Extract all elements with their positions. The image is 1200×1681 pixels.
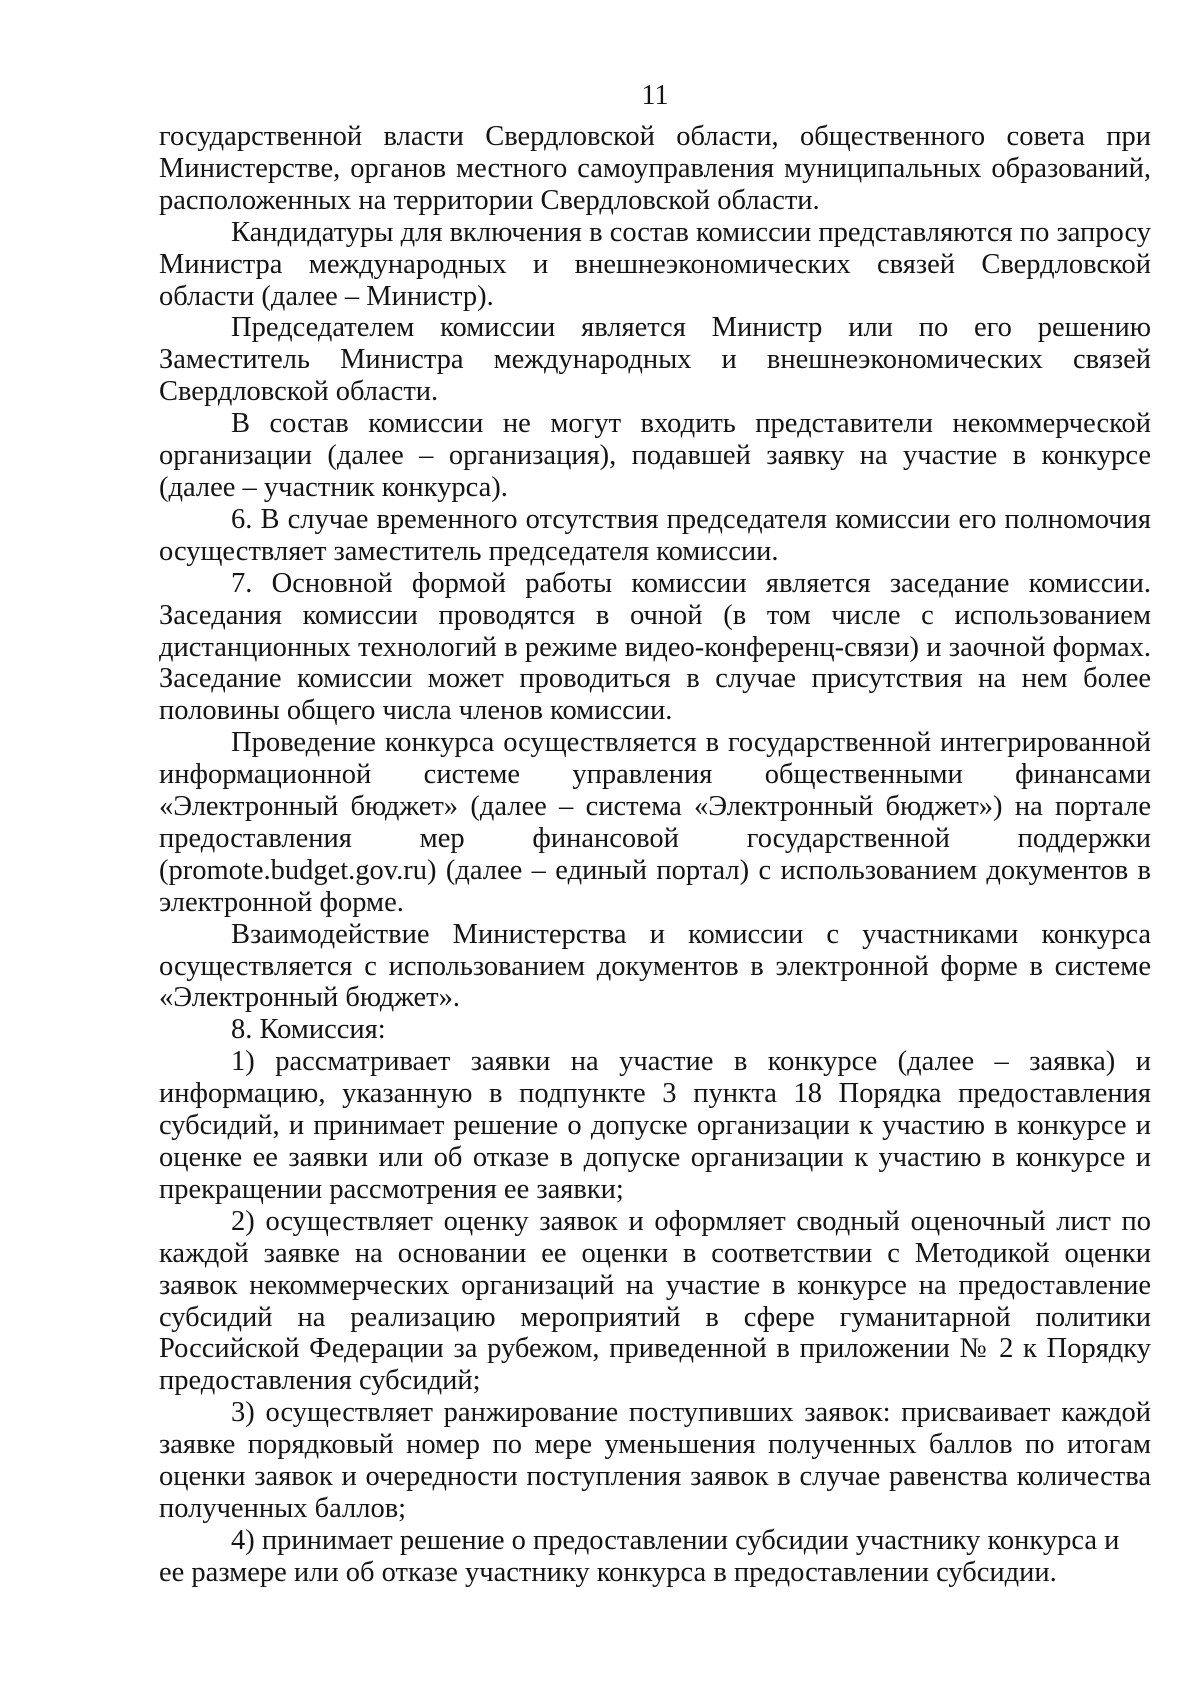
paragraph-candidates: Кандидатуры для включения в состав комиссии представляются по запросу Министра международных и внешнеэкономических связей Свердловской области (далее – Министр). [159, 216, 1151, 312]
paragraph-continuation: государственной власти Свердловской области, общественного совета при Министерстве, органов местного самоуправления муниципальных образований, расположенных на территории Свердловской области. [159, 121, 1151, 216]
paragraph-subitem-3: 3) осуществляет ранжирование поступивших заявок: присваивает каждой заявке порядковый номер по мере уменьшения полученных баллов по итогам оценки заявок и очередности поступления заявок в случае равенства количества полученных баллов; [159, 1397, 1151, 1524]
paragraph-subitem-1: 1) рассматривает заявки на участие в конкурсе (далее – заявка) и информацию, указанную в подпункте 3 пункта 18 Порядка предоставления субсидий, и принимает решение о допуске организации к участию в конкурсе и оценке ее заявки или об отказе в допуске организации к участию в конкурсе и прекращении рассмотрения ее заявки; [159, 1046, 1151, 1205]
paragraph-chairman: Председателем комиссии является Министр или по его решению Заместитель Министра международных и внешнеэкономических связей Свердловской области. [159, 312, 1151, 408]
page-number: 11 [641, 80, 669, 111]
paragraph-contest-conduct: Проведение конкурса осуществляется в государственной интегрированной информационной системе управления общественными финансами «Электронный бюджет» (далее – система «Электронный бюджет») на портале предоставления мер финансовой государственной поддержки (promote.budget.gov.ru) (далее – единый портал) с использованием документов в электронной форме. [159, 727, 1151, 918]
paragraph-subitem-4: 4) принимает решение о предоставлении субсидии участнику конкурса и ее размере или об отказе участнику конкурса в предоставлении субсидии. [159, 1524, 1120, 1588]
paragraph-item-6: 6. В случае временного отсутствия председателя комиссии его полномочия осуществляет заместитель председателя комиссии. [159, 503, 1151, 567]
paragraph-interaction: Взаимодействие Министерства и комиссии с участниками конкурса осуществляется с использованием документов в электронной форме в системе «Электронный бюджет». [159, 918, 1151, 1014]
paragraph-composition-restriction: В состав комиссии не могут входить представители некоммерческой организации (далее – организация), подавшей заявку на участие в конкурсе (далее – участник конкурса). [159, 408, 1151, 503]
document-body [159, 121, 1151, 1589]
paragraph-item-8-heading: 8. Комиссия: [231, 1014, 386, 1046]
paragraph-item-7: 7. Основной формой работы комиссии является заседание комиссии. Заседания комиссии проводятся в очной (в том числе с использованием дистанционных технологий в режиме видео-конференц-связи) и заочной формах. Заседание комиссии может проводиться в случае присутствия на нем более половины общего числа членов комиссии. [159, 567, 1151, 727]
paragraph-subitem-2: 2) осуществляет оценку заявок и оформляет сводный оценочный лист по каждой заявке на основании ее оценки в соответствии с Методикой оценки заявок некоммерческих организаций на участие в конкурсе на предоставление субсидий на реализацию мероприятий в сфере гуманитарной политики Российской Федерации за рубежом, приведенной в приложении № 2 к Порядку предоставления субсидий; [159, 1205, 1151, 1397]
